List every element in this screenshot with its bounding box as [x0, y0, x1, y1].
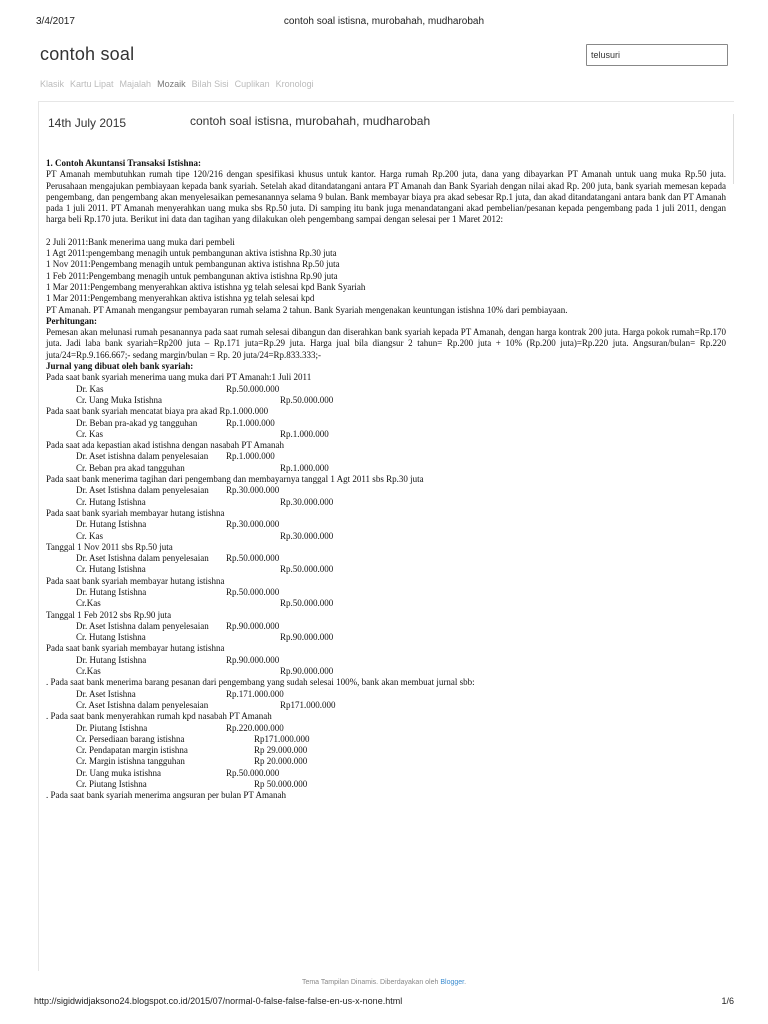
event-line: 1 Agt 2011:pengembang menagih untuk pembangunan aktiva istishna Rp.30 juta [46, 248, 337, 259]
paragraph-2: PT Amanah. PT Amanah mengangsur pembayaran rumah selama 2 tahun. Bank Syariah mengenakan keuntungan istishna 10% dari pembiayaan. [46, 304, 568, 315]
journal-account: Cr. Beban pra akad tangguhan [76, 462, 185, 473]
journal-credit: Rp.30.000.000 [280, 496, 334, 507]
journal-debit: Rp.30.000.000 [226, 485, 280, 496]
journal-note-text: . Pada saat bank menerima barang pesanan dari pengembang yang sudah selesai 100%, bank akan membuat jurnal sbb: [46, 677, 475, 688]
journal-note-text: Pada saat bank syariah membayar hutang istishna [46, 643, 225, 654]
journal-account: Cr. Kas [76, 428, 103, 439]
journal-note [46, 474, 726, 485]
print-title: contoh soal istisna, murobahah, mudharobah [283, 16, 485, 27]
journal-credit: Rp171.000.000 [254, 733, 310, 744]
journal-account: Dr. Aset Istishna dalam penyelesaian [76, 553, 209, 564]
journal-row [46, 723, 726, 734]
view-tab-cuplikan[interactable]: Cuplikan [234, 79, 270, 89]
journal-row [46, 779, 726, 790]
journal-account: Dr. Piutang Istishna [76, 722, 148, 733]
event-line: 2 Juli 2011:Bank menerima uang muka dari pembeli [46, 236, 235, 247]
intro-paragraph: PT Amanah membutuhkan rumah tipe 120/216 dengan spesifikasi khusus untuk kantor. Harga rumah Rp.200 juta, dana yang dibayarkan PT Amanah untuk uang muka Rp.50 juta. Perusahaan mengajukan pembiayaan kepada bank syariah. Setelah akad ditandatangani antara PT Amanah dan Bank Syariah dengan nilai akad Rp. 200 juta, bank syariah memesan kepada pengembang, dan pengembang akan menyelesaikan pemesanannya selama 9 bulan. Bank membayar biaya pra akad sebesar Rp.1 juta, dan akad ditandatangani antara bank dan PT Amanah pada 1 juli 2011. PT Amanah menyerahkan uang muka sbs Rp.50 juta. Di samping itu bank juga menandatangani akad pembelian/pesanan kepada pengembang pada 1 juli 2011, dengan harga beli Rp.170 juta. Berikut ini data dan tagihan yang dilakukan oleh pengembang sampai dengan selesai per 1 Maret 2012: [46, 169, 726, 225]
search-input[interactable]: telusuri [586, 44, 728, 66]
event-line: 1 Feb 2011:Pengembang menagih untuk pembangunan aktiva istishna Rp.90 juta [46, 270, 338, 281]
journal-note [46, 508, 726, 519]
journal-debit: Rp.50.000.000 [226, 767, 280, 778]
journal-row [46, 485, 726, 496]
journal-debit: Rp.171.000.000 [226, 688, 284, 699]
journal-row [46, 531, 726, 542]
journal-row [46, 564, 726, 575]
jurnal-label: Jurnal yang dibuat oleh bank syariah: [46, 361, 194, 372]
print-date: 3/4/2017 [36, 16, 75, 27]
journal-note-text: . Pada saat bank syariah menerima angsuran per bulan PT Amanah [46, 790, 287, 801]
journal-account: Cr.Kas [76, 666, 101, 677]
journal-row [46, 519, 726, 530]
blog-title[interactable]: contoh soal [40, 44, 135, 64]
journal-row [46, 553, 726, 564]
journal-credit: Rp 29.000.000 [254, 745, 308, 756]
perhitungan-label: Perhitungan: [46, 315, 98, 326]
journal-account: Cr. Uang Muka Istishna [76, 394, 162, 405]
event-line: 1 Mar 2011:Pengembang menyerahkan aktiva istishna yg telah selesai kpd [46, 293, 315, 304]
journal-credit: Rp.90.000.000 [280, 666, 334, 677]
journal-credit: Rp.90.000.000 [280, 632, 334, 643]
event-line: 1 Mar 2011:Pengembang menyerahkan aktiva istishna yg telah selesai kpd Bank Syariah [46, 281, 366, 292]
journal-note [46, 610, 726, 621]
journal-row [46, 451, 726, 462]
journal-row [46, 689, 726, 700]
journal-account: Cr. Hutang Istishna [76, 632, 146, 643]
journal-account: Dr. Hutang Istishna [76, 654, 147, 665]
journal-account: Cr. Margin istishna tangguhan [76, 756, 185, 767]
journal-credit: Rp.50.000.000 [280, 598, 334, 609]
journal-credit: Rp 50.000.000 [254, 779, 308, 790]
journal-note [46, 790, 726, 801]
journal-note-text: Pada saat bank syariah membayar hutang istishna [46, 507, 225, 518]
journal-note [46, 643, 726, 654]
journal-debit: Rp.1.000.000 [226, 451, 275, 462]
journal-row [46, 632, 726, 643]
journal-row [46, 497, 726, 508]
journal-note [46, 677, 726, 688]
journal-credit: Rp.1.000.000 [280, 462, 329, 473]
journal-note-text: Pada saat bank syariah menerima uang muka dari PT Amanah:1 Juli 2011 [46, 372, 312, 383]
journal-row [46, 395, 726, 406]
journal-row [46, 621, 726, 632]
journal-row [46, 429, 726, 440]
view-tab-klasik[interactable]: Klasik [40, 79, 65, 89]
journal-credit: Rp171.000.000 [280, 699, 336, 710]
blogger-link[interactable]: Blogger [440, 979, 465, 986]
journal-row [46, 418, 726, 429]
post-date: 14th July 2015 [48, 116, 127, 130]
view-tab-kronologi[interactable]: Kronologi [275, 79, 314, 89]
journal-account: Dr. Aset istishna dalam penyelesaian [76, 451, 209, 462]
journal-note-text: Pada saat bank menerima tagihan dari pengembang dan membayarnya tanggal 1 Agt 2011 sbs Rp.30 juta [46, 474, 424, 485]
journal-debit: Rp.50.000.000 [226, 586, 280, 597]
page-url: http://sigidwidjaksono24.blogspot.co.id/2015/07/normal-0-false-false-false-en-us-x-none.html [34, 996, 403, 1006]
journal-note [46, 406, 726, 417]
journal-account: Cr. Kas [76, 530, 103, 541]
event-list [46, 237, 726, 305]
journal-account: Dr. Aset Istishna [76, 688, 136, 699]
journal-note-text: Pada saat ada kepastian akad istishna dengan nasabah PT Amanah [46, 440, 285, 451]
card-divider [733, 114, 734, 184]
journal-credit: Rp.50.000.000 [280, 564, 334, 575]
journal-row [46, 756, 726, 767]
journal-note-text: Pada saat bank syariah membayar hutang istishna [46, 575, 225, 586]
journal-credit: Rp.1.000.000 [280, 428, 329, 439]
journal-credit: Rp.30.000.000 [280, 530, 334, 541]
journal-row [46, 768, 726, 779]
view-tab-mozaik[interactable]: Mozaik [157, 79, 186, 89]
journal-row [46, 463, 726, 474]
journal-row [46, 700, 726, 711]
perhitungan-text: Pemesan akan melunasi rumah pesanannya pada saat rumah selesai dibangun dan diserahkan bank syariah kepada PT Amanah, dengan harga kontrak 200 juta. Harga pokok rumah=Rp.170 juta. Jadi laba bank syariah=Rp200 juta – Rp.171 juta=Rp.29 juta. Harga jual bila diangsur 2 tahun= Rp.200 juta + 10% (Rp.200 juta)=Rp.220 juta. Angsuran/bulan= Rp.220 juta/24=Rp.9.166.667;- sedang margin/bulan = Rp. 20 juta/24=Rp.833.333;- [46, 327, 726, 360]
journal-row [46, 384, 726, 395]
journal-debit: Rp.90.000.000 [226, 654, 280, 665]
journal-account: Cr.Kas [76, 598, 101, 609]
journal-note [46, 372, 726, 383]
page-number: 1/6 [721, 996, 734, 1006]
journal-note-text: . Pada saat bank menyerahkan rumah kpd nasabah PT Amanah [46, 711, 272, 722]
journal-account: Dr. Kas [76, 383, 104, 394]
journal-row [46, 655, 726, 666]
journal-account: Cr. Hutang Istishna [76, 564, 146, 575]
journal-note-text: Tanggal 1 Feb 2012 sbs Rp.90 juta [46, 609, 172, 620]
journal-row [46, 587, 726, 598]
journal-note-text: Tanggal 1 Nov 2011 sbs Rp.50 juta [46, 541, 173, 552]
event-line: 1 Nov 2011:Pengembang menagih untuk pembangunan aktiva istishna Rp.50 juta [46, 259, 340, 270]
journal-row [46, 734, 726, 745]
journal-account: Dr. Beban pra-akad yg tangguhan [76, 417, 198, 428]
journal-credit: Rp 20.000.000 [254, 756, 308, 767]
journal-debit: Rp.1.000.000 [226, 417, 275, 428]
journal-entries [46, 372, 726, 801]
journal-row [46, 666, 726, 677]
journal-account: Dr. Uang muka istishna [76, 767, 161, 778]
view-tab-kartu-lipat[interactable]: Kartu Lipat [70, 79, 114, 89]
section-heading: 1. Contoh Akuntansi Transaksi Istishna: [46, 158, 201, 168]
journal-account: Cr. Persediaan barang istishna [76, 733, 185, 744]
view-selector [40, 79, 314, 89]
journal-note [46, 576, 726, 587]
journal-note [46, 440, 726, 451]
journal-debit: Rp.220.000.000 [226, 722, 284, 733]
journal-row [46, 745, 726, 756]
journal-account: Dr. Aset Istishna dalam penyelesaian [76, 620, 209, 631]
journal-account: Cr. Piutang Istishna [76, 779, 147, 790]
journal-note-text: Pada saat bank syariah mencatat biaya pra akad Rp.1.000.000 [46, 406, 269, 417]
print-header [0, 16, 768, 30]
journal-account: Cr. Pendapatan margin istishna [76, 745, 188, 756]
journal-note [46, 711, 726, 722]
view-tab-bilah-sisi[interactable]: Bilah Sisi [191, 79, 229, 89]
journal-account: Dr. Hutang Istishna [76, 586, 147, 597]
post-content [46, 158, 726, 802]
journal-row [46, 598, 726, 609]
journal-debit: Rp.50.000.000 [226, 383, 280, 394]
journal-debit: Rp.90.000.000 [226, 620, 280, 631]
journal-account: Cr. Hutang Istishna [76, 496, 146, 507]
theme-attribution: Tema Tampilan Dinamis. Diberdayakan oleh Blogger. [301, 979, 467, 986]
journal-note [46, 542, 726, 553]
journal-debit: Rp.50.000.000 [226, 553, 280, 564]
journal-credit: Rp.50.000.000 [280, 394, 334, 405]
journal-account: Cr. Aset Istishna dalam penyelesaian [76, 699, 209, 710]
journal-debit: Rp.30.000.000 [226, 519, 280, 530]
journal-account: Dr. Aset Istishna dalam penyelesaian [76, 485, 209, 496]
post-title[interactable]: contoh soal istisna, murobahah, mudharobah [190, 114, 431, 128]
view-tab-majalah[interactable]: Majalah [119, 79, 152, 89]
journal-account: Dr. Hutang Istishna [76, 519, 147, 530]
